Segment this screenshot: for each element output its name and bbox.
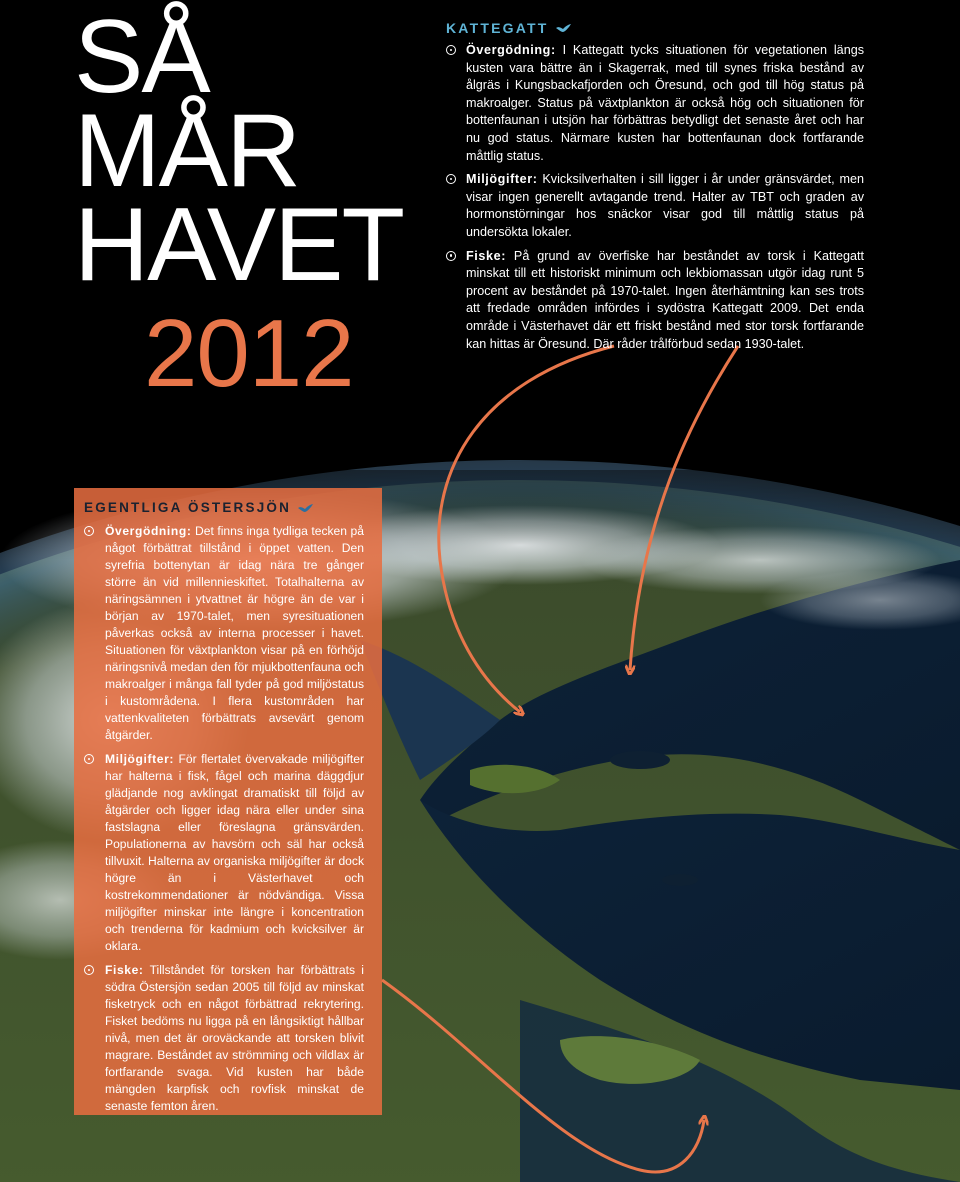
bullet-icon — [446, 45, 456, 55]
title-line-1: SÅ — [74, 0, 209, 115]
ostersjon-item-lead: Fiske: — [105, 963, 144, 977]
ostersjon-item-text: Tillståndet för torsken har förbättrats i södra Östersjön sedan 2005 till följd av minskat fisketryck och en något förbättrad rekrytering. Fisket bedöms nu ligga på en långsiktigt hållbar nivå, men det är oroväckande att torsken blivit magrare. Beståndet av strömming och vildlax är fortfarande svaga. Vid kusten har både mängden karpfisk och rovfisk minskat de senaste femton åren. — [105, 963, 364, 1113]
ostersjon-item-lead: Övergödning: — [105, 524, 192, 538]
ostersjon-heading — [84, 500, 364, 515]
bird-icon — [555, 22, 573, 34]
page-title — [74, 0, 414, 407]
ostersjon-item-miljogifter — [84, 751, 364, 955]
kattegatt-heading-text: KATTEGATT — [446, 20, 549, 36]
bullet-icon — [84, 965, 94, 975]
ostersjon-item-lead: Miljögifter: — [105, 752, 175, 766]
kattegatt-item-text: I Kattegatt tycks situationen för vegetationen längs kusten vara bättre än i Skagerrak, med till synes friska bestånd av ålgräs i Kungsbackafjorden och Öresund, och god till hög status på makroalger. Status på växtplankton är också hög och situationen för bottenfaunan i utsjön har förbättras betydligt det senaste året och har nu god status. Närmare kusten har bottenfaunan dock fortfarande måttlig status. — [466, 43, 864, 163]
ostersjon-item-text: Det finns inga tydliga tecken på något förbättrat tillstånd i öppet vatten. Den syrefria bottenytan är idag nära tre gånger större än vid millennieskiftet. Totalhalterna av näringsämnen i ytvattnet är högre än de var i början av 1970-talet, men syresituationen påverkas också av interna processer i havet. Situationen för växtplankton visar på en förhöjd näringsnivå medan den för mjukbottenfauna och makroalger i många fall tyder på god miljöstatus i kustområdena. I flera kustområden har vattenkvaliteten förbättrats avsevärt genom åtgärder. — [105, 524, 364, 742]
ostersjon-item-fiske — [84, 962, 364, 1115]
kattegatt-item-lead: Miljögifter: — [466, 172, 538, 187]
ostersjon-heading-text: EGENTLIGA ÖSTERSJÖN — [84, 500, 292, 515]
kattegatt-item-text: Kvicksilverhalten i sill ligger i år under gränsvärdet, men visar ingen generellt avtagande trend. Halter av TBT och graden av hormonstörningar hos snäckor visar god till måttlig status på undersökta lokaler. — [466, 172, 864, 239]
bullet-icon — [84, 754, 94, 764]
ostersjon-item-text: För flertalet övervakade miljögifter har halterna i fisk, fågel och marina däggdjur glädjande nog avklingat dramatiskt till följd av åtgärder och ligger idag nära eller under sina fastslagna eller föreslagna gränsvärden. Populationerna av havsörn och säl har också tillvuxit. Halterna av organiska miljögifter är dock högre än i Västerhavet och kostrekommendationer är nödvändiga. Vissa miljögifter minskar inte längre i koncentration och trenderna för kadmium och kvicksilver är oklara. — [105, 752, 364, 953]
kattegatt-item-fiske — [446, 248, 864, 354]
title-year: 2012 — [144, 300, 354, 407]
kattegatt-item-text: På grund av överfiske har beståndet av torsk i Kattegatt minskat till ett historiskt minimum och lekbiomassan utgör idag runt 5 procent av beståndet på 1970-talet. Ingen återhämtning kan ses trots att fredade områden infördes i sydöstra Kattegatt 2009. Det enda område i Västerhavet där ett friskt bestånd med stor torsk fortfarande kan hittas är Öresund. Där råder trålförbud sedan 1930-talet. — [466, 248, 864, 351]
ostersjon-item-overgodning — [84, 523, 364, 744]
bird-icon — [297, 502, 315, 514]
bullet-icon — [446, 251, 456, 261]
kattegatt-heading — [446, 20, 864, 36]
bullet-icon — [84, 526, 94, 536]
title-line-2: MÅR — [74, 93, 300, 209]
kattegatt-section — [446, 20, 864, 359]
bullet-icon — [446, 174, 456, 184]
kattegatt-item-lead: Fiske: — [466, 248, 506, 263]
ostersjon-section — [74, 488, 382, 1115]
kattegatt-item-miljogifter — [446, 171, 864, 241]
kattegatt-item-lead: Övergödning: — [466, 43, 556, 57]
kattegatt-item-overgodning — [446, 42, 864, 165]
title-line-3: HAVET — [74, 187, 404, 303]
